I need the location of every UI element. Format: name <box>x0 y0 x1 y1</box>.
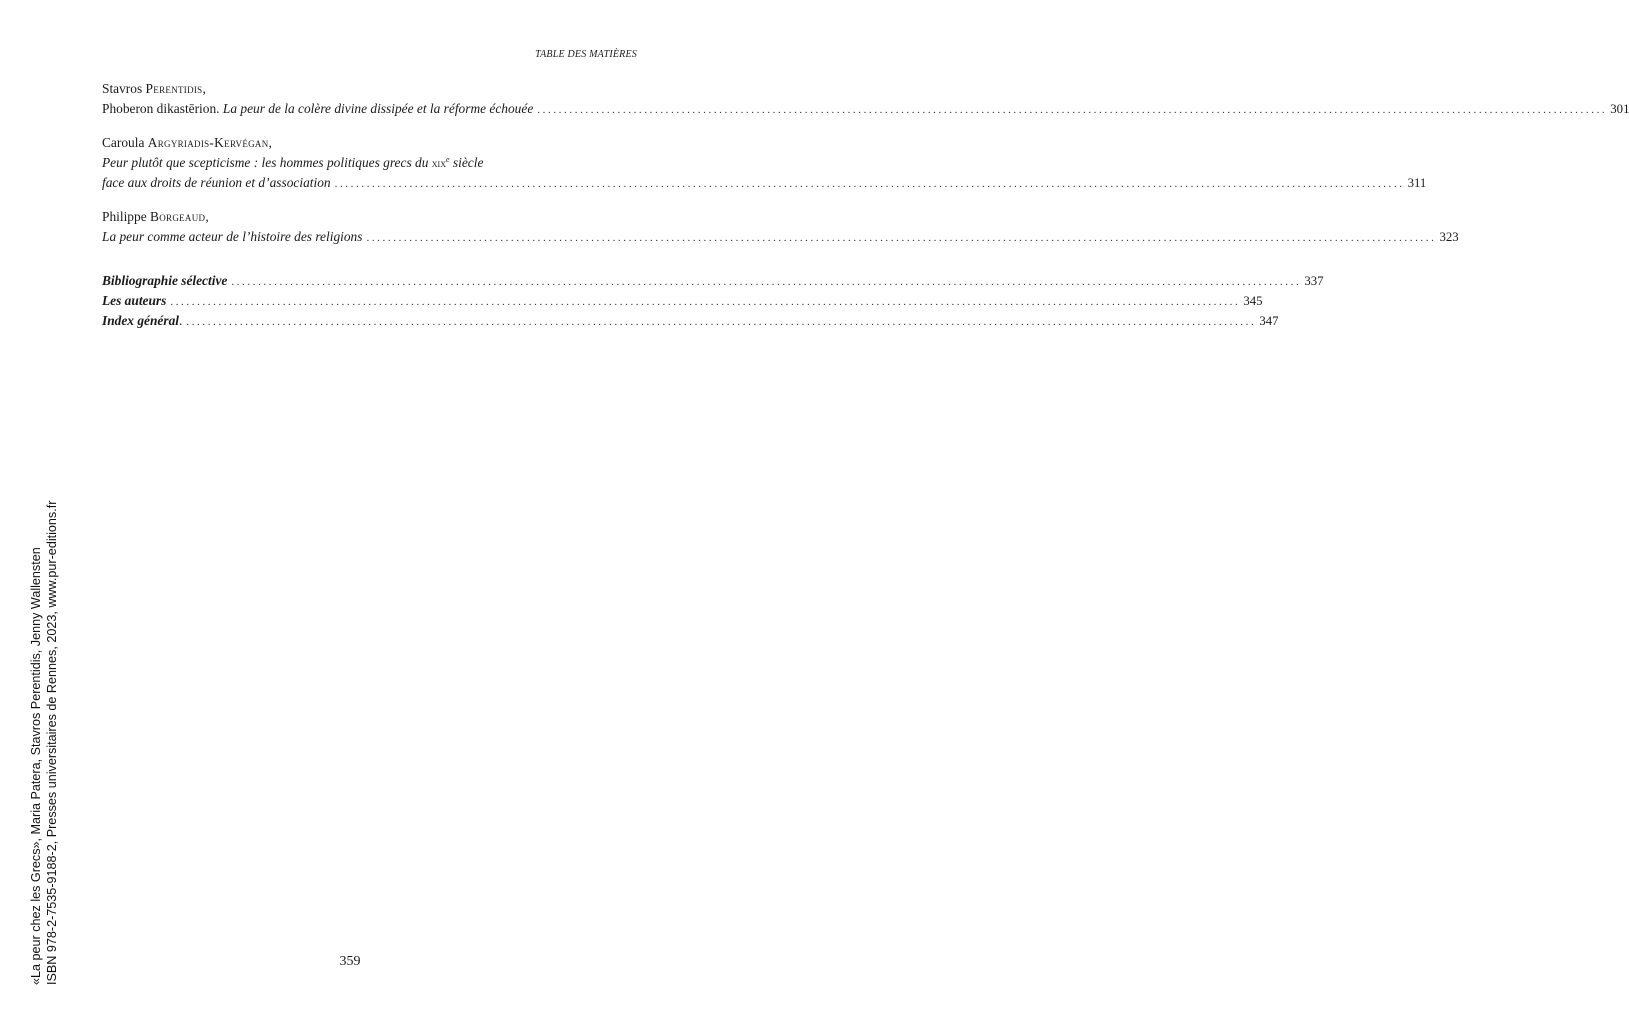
author-line <box>102 79 635 99</box>
side-credit <box>28 501 60 985</box>
entry-page-number: 323 <box>1439 230 1459 244</box>
toc-title-row <box>102 173 1427 193</box>
side-credit-line-2: ISBN 978-2-7535-9188-2, Presses universitaires de Rennes, 2023, www.pur-editions.fr <box>45 500 59 985</box>
author-punct: , <box>268 135 272 150</box>
toc-title-row <box>102 227 1459 247</box>
backmatter-label: Index général <box>102 313 179 328</box>
dot-leader: ........................................................................................................................................................................................................ <box>334 178 1405 190</box>
entry-title-part-a: Peur plutôt que scepticisme : les hommes politiques grecs du <box>102 155 429 170</box>
author-last-name: Borgeaud <box>150 209 206 224</box>
entry-title-italic: La peur comme acteur de l’histoire des religions <box>102 229 363 244</box>
toc-backmatter-auteurs <box>102 291 1263 311</box>
dot-leader: ........................................................................................................................................................................................................ <box>366 232 1437 244</box>
dot-leader: ........................................................................................................................................................................................................ <box>186 316 1257 328</box>
entry-title-italic: La peur de la colère divine dissipée et la réforme échouée <box>222 101 534 116</box>
author-last-name: Argyriadis-Kervégan <box>147 135 269 150</box>
century-numeral: xix <box>431 156 446 170</box>
backmatter-page-number: 337 <box>1304 274 1324 288</box>
author-line <box>102 133 635 153</box>
backmatter-label: Les auteurs <box>102 293 167 308</box>
dot-leader: ........................................................................................................................................................................................................ <box>537 104 1608 116</box>
table-of-contents <box>102 79 1629 331</box>
toc-title-row <box>102 99 1629 119</box>
entry-title-line-2: face aux droits de réunion et d’association <box>102 175 331 190</box>
backmatter-page-number: 347 <box>1259 314 1279 328</box>
toc-backmatter-bibliographie <box>102 271 1324 291</box>
author-first-name: Philippe <box>102 209 147 224</box>
toc-entry-argyriadis <box>102 133 1427 193</box>
author-first-name: Stavros <box>102 81 143 96</box>
entry-page-number: 301 <box>1610 102 1629 116</box>
backmatter-label: Bibliographie sélective <box>102 273 228 288</box>
side-credit-line-1: «La peur chez les Grecs», Maria Patera, Stavros Perentidis, Jenny Wallensten <box>29 547 43 985</box>
author-punct: , <box>205 209 209 224</box>
backmatter-list <box>102 271 1324 331</box>
toc-backmatter-index <box>102 311 1279 331</box>
century-superscript: e <box>445 155 450 164</box>
page-number: 359 <box>339 954 361 969</box>
entry-title <box>102 99 533 119</box>
entry-title-roman: Phoberon dikastērion. <box>102 101 220 116</box>
backmatter-label-wrap <box>102 311 182 331</box>
backmatter-page-number: 345 <box>1243 294 1263 308</box>
running-head: TABLE DES MATIÈRES <box>535 49 637 60</box>
backmatter-suffix: . <box>179 313 183 328</box>
author-first-name: Caroula <box>102 135 145 150</box>
dot-leader: ........................................................................................................................................................................................................ <box>231 276 1302 288</box>
entry-title-line-1 <box>102 153 635 173</box>
entry-page-number: 311 <box>1407 176 1427 190</box>
toc-entry-perentidis <box>102 79 1629 119</box>
toc-entry-borgeaud <box>102 207 1459 247</box>
dot-leader: ........................................................................................................................................................................................................ <box>170 296 1241 308</box>
author-punct: , <box>202 81 206 96</box>
entry-title-part-b: siècle <box>452 155 484 170</box>
author-last-name: Perentidis <box>145 81 203 96</box>
author-line <box>102 207 635 227</box>
